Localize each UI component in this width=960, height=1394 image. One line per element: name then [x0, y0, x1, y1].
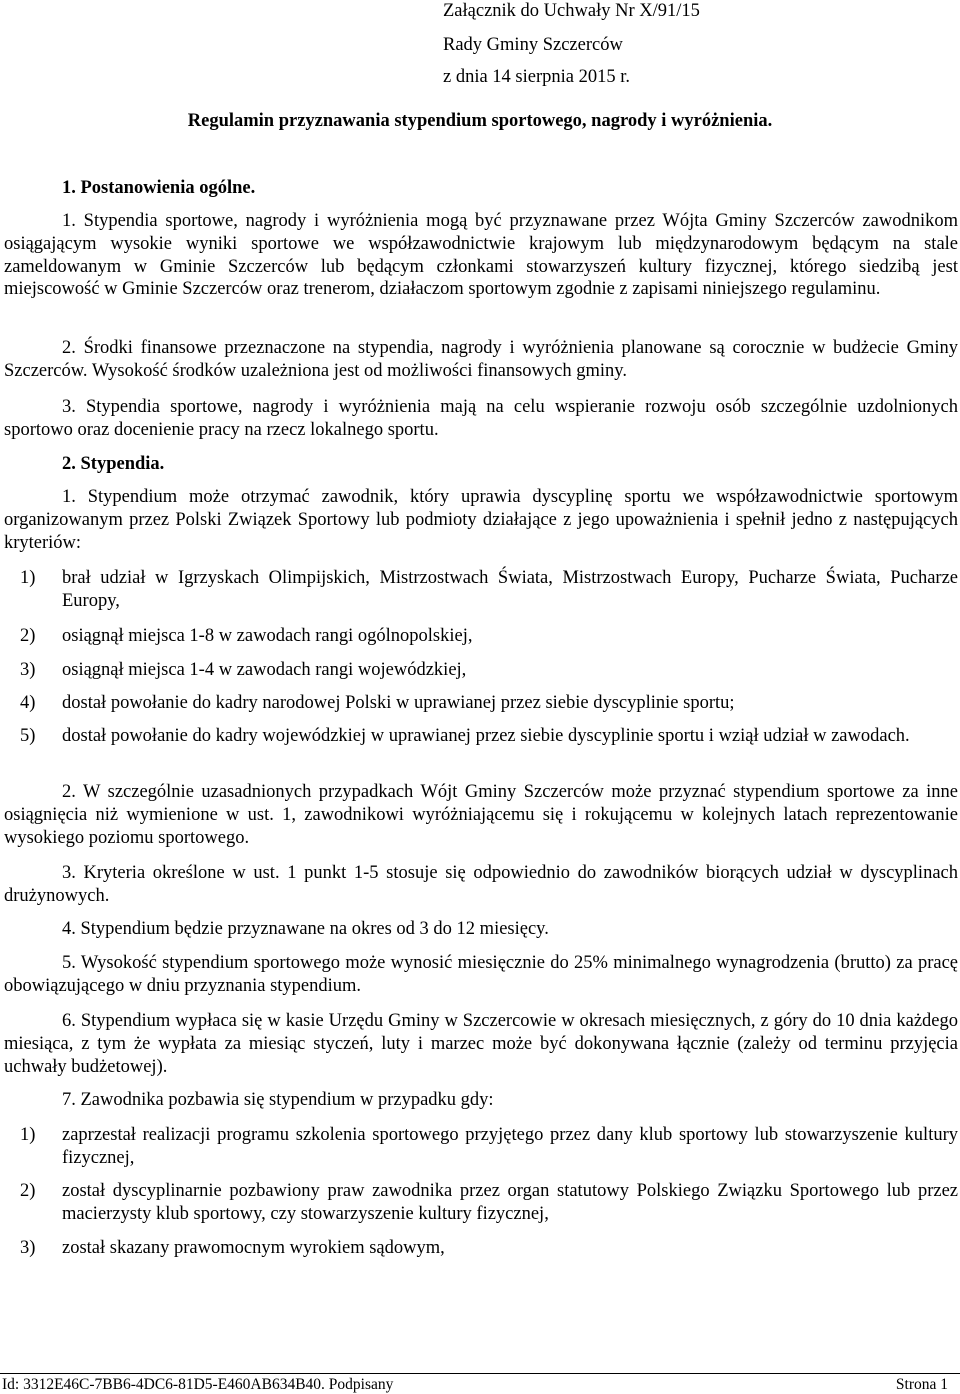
criteria-item-text: brał udział w Igrzyskach Olimpijskich, Mistrzostwach Świata, Mistrzostwach Europy, Pucharze Świata, Pucharze Europy, [62, 568, 958, 611]
section-2-heading: 2. Stypendia. [62, 454, 165, 474]
section-2-paragraph-7: 7. Zawodnika pozbawia się stypendium w przypadku gdy: [62, 1090, 494, 1110]
section-2-paragraph-5: 5. Wysokość stypendium sportowego może wynosić miesięcznie do 25% minimalnego wynagrodzenia (brutto) za pracę obowiązującego w dniu przyznania stypendium. [4, 953, 958, 996]
section-2-paragraph-2: 2. W szczególnie uzasadnionych przypadkach Wójt Gminy Szczerców może przyznać stypendium sportowe za inne osiągnięcia niż wymienione w ust. 1, zawodnikowi wyróżniającemu się i rokującemu w kolejnych latach reprezentowanie wysokiego poziomu sportowego. [4, 782, 958, 848]
section-1-paragraph-2: 2. Środki finansowe przeznaczone na stypendia, nagrody i wyróżnienia planowane są corocznie w budżecie Gminy Szczerców. Wysokość środków uzależniona jest od możliwości finansowych gminy. [4, 338, 958, 381]
criteria-item [20, 692, 958, 715]
revocation-item-text: zaprzestał realizacji programu szkolenia sportowego przyjętego przez dany klub sportowy lub stowarzyszenie kultury fizycznej, [62, 1125, 958, 1168]
section-1-heading: 1. Postanowienia ogólne. [62, 178, 256, 198]
criteria-item-text: dostał powołanie do kadry narodowej Polski w uprawianej przez siebie dyscyplinie sportu; [62, 693, 735, 713]
section-1-paragraph-1: 1. Stypendia sportowe, nagrody i wyróżnienia mogą być przyznawane przez Wójta Gminy Szczerców zawodnikom osiągającym wysokie wyniki sportowe we współzawodnictwie krajowym lub międzynarodowym będącym na stale zameldowanym w Gminie Szczerców lub będącym członkami stowarzyszeń kultury fizycznej, którego siedzibą jest miejscowość w Gminie Szczerców oraz trenerom, działaczom sportowym zgodnie z zapisami niniejszego regulaminu. [4, 211, 958, 300]
criteria-item-text: osiągnął miejsca 1-8 w zawodach rangi ogólnopolskiej, [62, 626, 473, 646]
criteria-item [20, 659, 958, 682]
criteria-item-text: osiągnął miejsca 1-4 w zawodach rangi wojewódzkiej, [62, 660, 467, 680]
revocation-item-text: został dyscyplinarnie pozbawiony praw zawodnika przez organ statutowy Polskiego Związku Sportowego lub przez macierzysty klub sportowy, czy stowarzyszenie kultury fizycznej, [62, 1181, 958, 1224]
section-2-paragraph-3: 3. Kryteria określone w ust. 1 punkt 1-5 stosuje się odpowiednio do zawodników biorących udział w dyscyplinach drużynowych. [4, 863, 958, 906]
revocation-item [20, 1124, 958, 1170]
section-1-paragraph-3: 3. Stypendia sportowe, nagrody i wyróżnienia mają na celu wspieranie rozwoju osób szczególnie uzdolnionych sportowo oraz docenienie pracy na rzecz lokalnego sportu. [4, 397, 958, 440]
revocation-item [20, 1237, 958, 1260]
document-title: Regulamin przyznawania stypendium sportowego, nagrody i wyróżnienia. [187, 111, 773, 131]
criteria-item-number: 4) [20, 693, 36, 713]
section-2-paragraph-1: 1. Stypendium może otrzymać zawodnik, który uprawia dyscyplinę sportu we współzawodnictwie sportowym organizowanym przez Polski Związek Sportowy lub podmioty działające z jego upoważnienia i spełnił jedno z następujących kryteriów: [4, 487, 958, 553]
section-2-paragraph-4: 4. Stypendium będzie przyznawane na okres od 3 do 12 miesięcy. [62, 919, 549, 939]
criteria-item [20, 567, 958, 613]
criteria-item [20, 725, 958, 748]
revocation-item-number: 1) [20, 1125, 36, 1145]
revocation-item-number: 3) [20, 1238, 36, 1258]
attachment-header-line2: Rady Gminy Szczerców [443, 35, 623, 55]
revocation-item [20, 1180, 958, 1226]
criteria-item-number: 5) [20, 726, 36, 746]
attachment-header-line1: Załącznik do Uchwały Nr X/91/15 [443, 1, 700, 21]
footer-document-id: Id: 3312E46C-7BB6-4DC6-81D5-E460AB634B40. Podpisany [2, 1376, 394, 1393]
criteria-item-number: 2) [20, 626, 36, 646]
attachment-header-line3: z dnia 14 sierpnia 2015 r. [443, 67, 631, 87]
criteria-item [20, 625, 958, 648]
criteria-item-text: dostał powołanie do kadry wojewódzkiej w uprawianej przez siebie dyscyplinie sportu i wziął udział w zawodach. [62, 726, 910, 746]
revocation-item-text: został skazany prawomocnym wyrokiem sądowym, [62, 1238, 445, 1258]
footer-page-number: Strona 1 [895, 1376, 948, 1393]
section-2-paragraph-6: 6. Stypendium wypłaca się w kasie Urzędu Gminy w Szczercowie w okresach miesięcznych, z góry do 10 dnia każdego miesiąca, z tym że wypłata za miesiąc styczeń, luty i marzec może być dokonywana łącznie (zależy od terminu przyjęcia uchwały budżetowej). [4, 1011, 958, 1077]
footer-divider [0, 1373, 960, 1374]
revocation-item-number: 2) [20, 1181, 36, 1201]
criteria-item-number: 3) [20, 660, 36, 680]
criteria-item-number: 1) [20, 568, 36, 588]
